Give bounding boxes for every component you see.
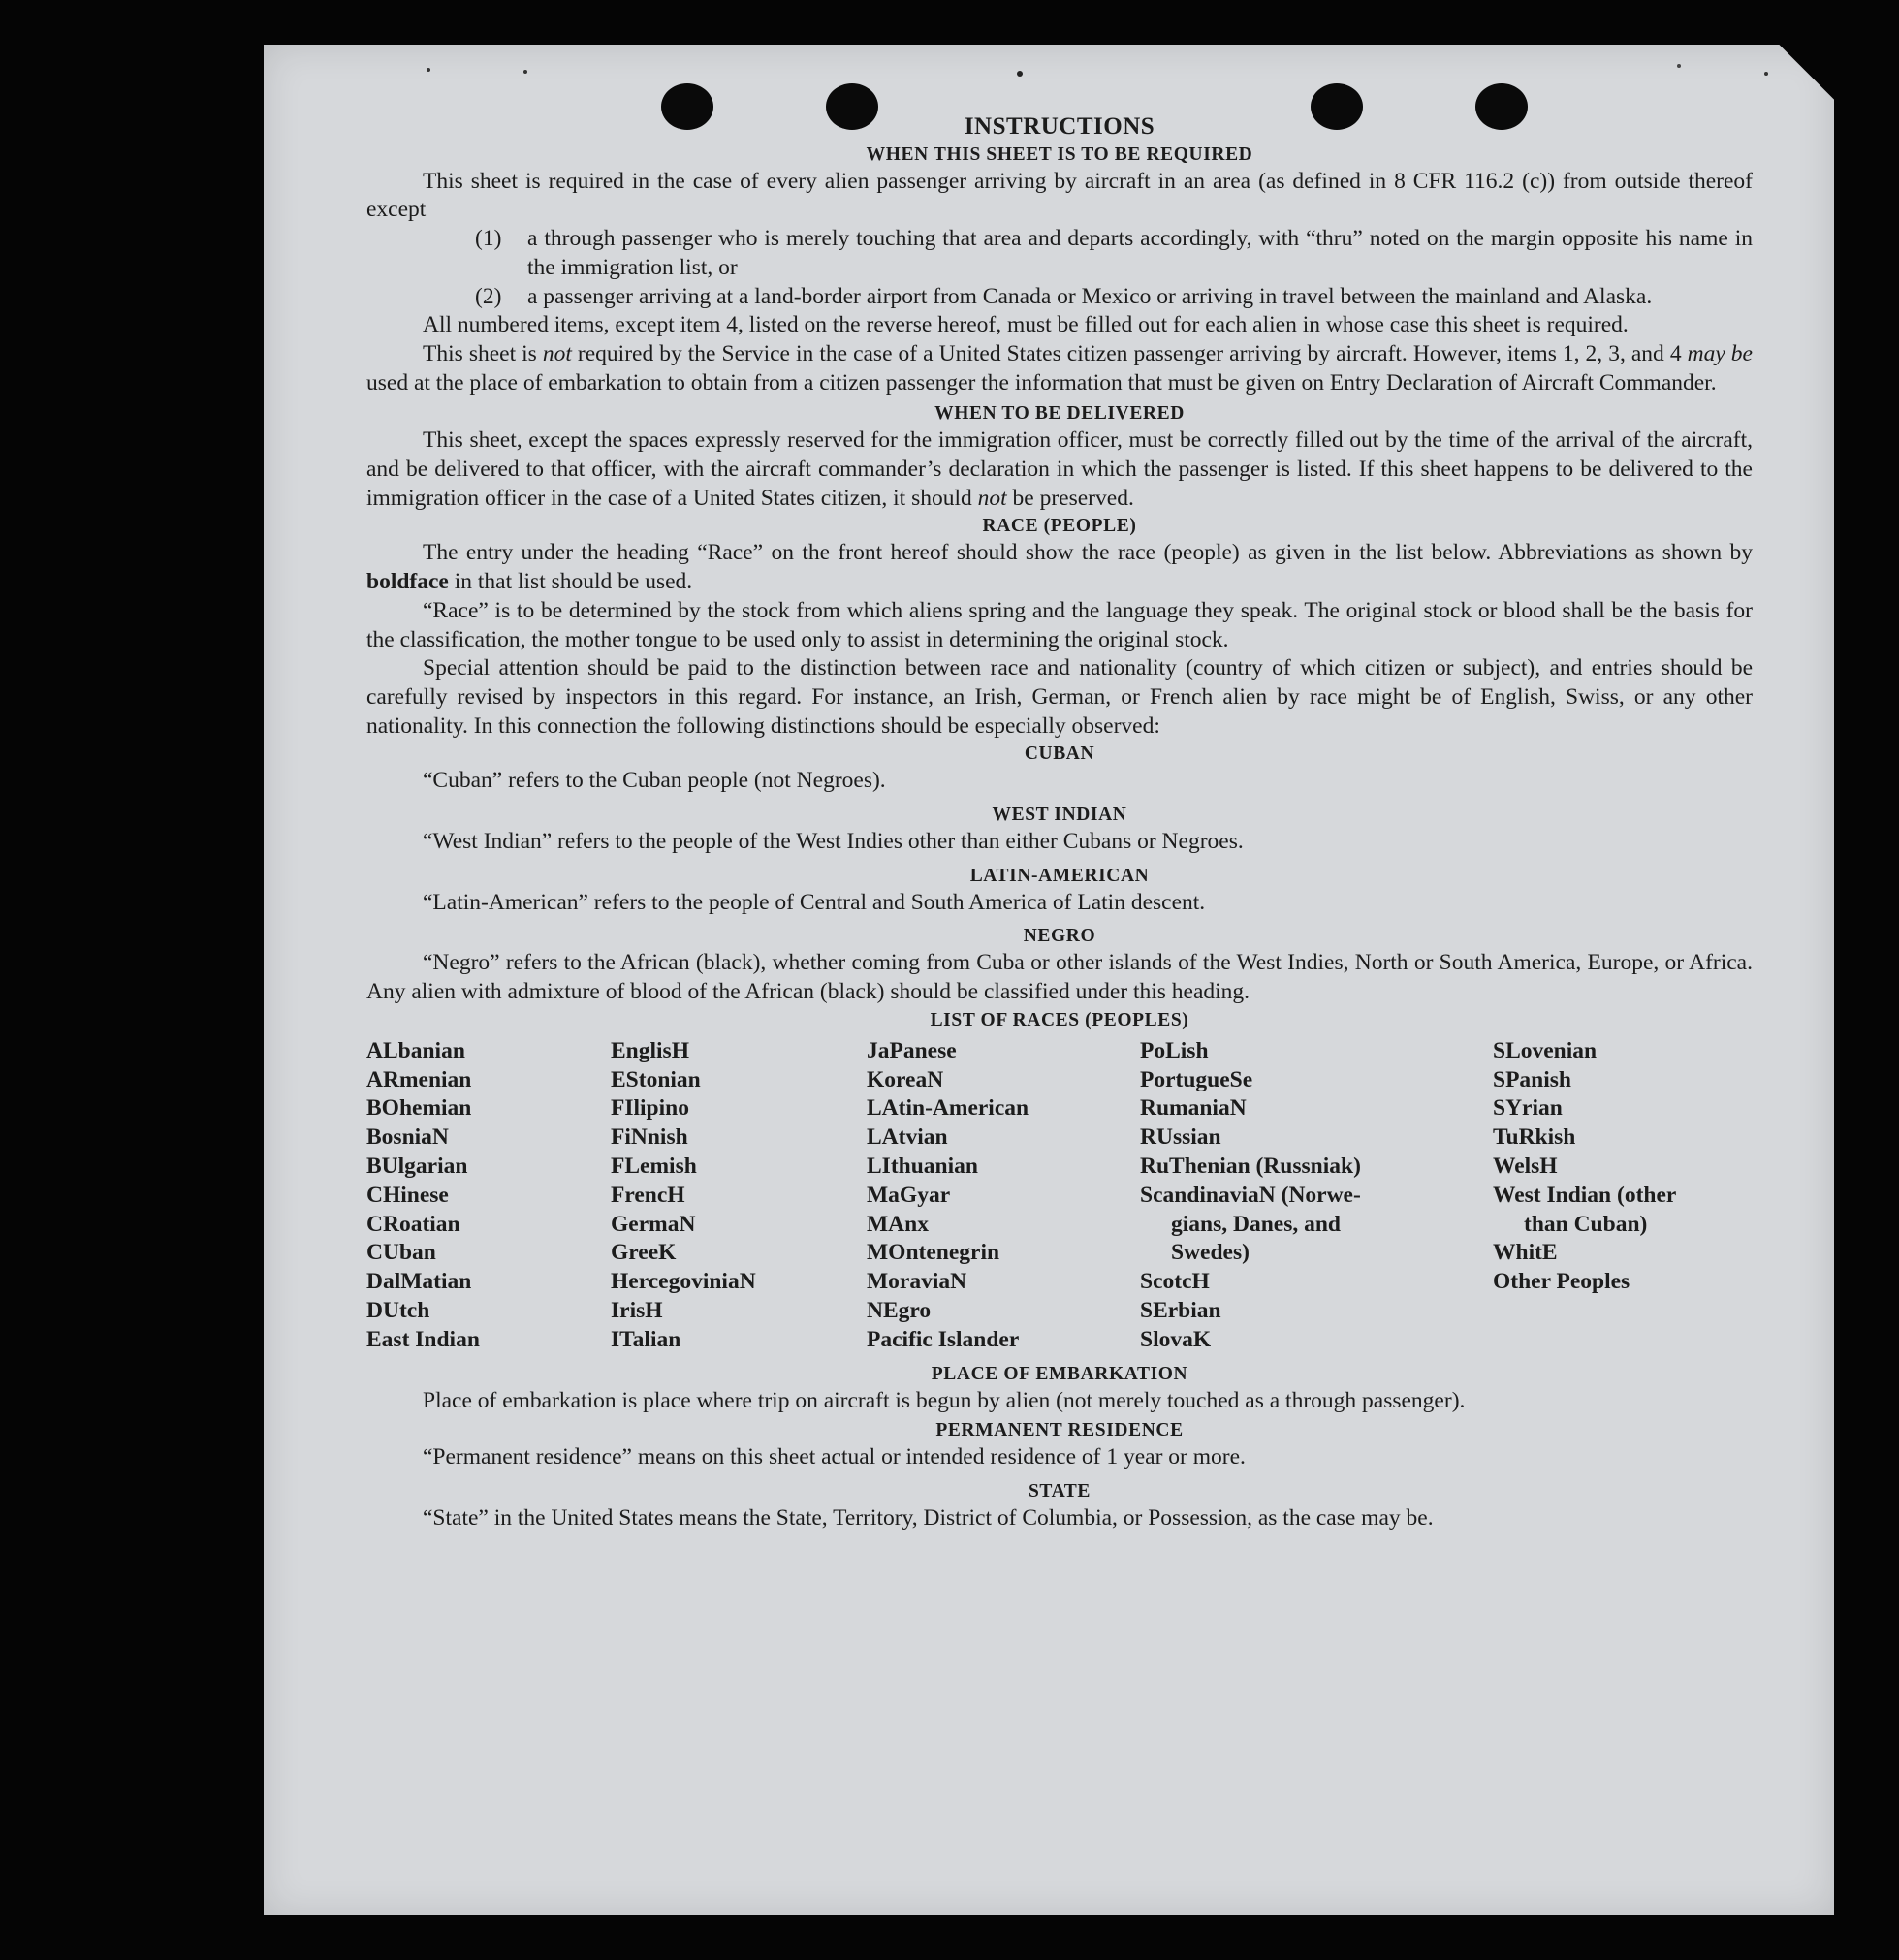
race-entry: DUtch xyxy=(366,1298,430,1324)
race-entry: BOhemian xyxy=(366,1095,472,1122)
citizen-paragraph xyxy=(366,340,1753,397)
heading-when-required: WHEN THIS SHEET IS TO BE REQUIRED xyxy=(866,143,1253,165)
race-entry: PoLish xyxy=(1140,1037,1209,1063)
race-entry: IrisH xyxy=(611,1298,663,1324)
heading-when-delivered: WHEN TO BE DELIVERED xyxy=(934,403,1185,425)
race-entry: SErbian xyxy=(1140,1298,1221,1324)
race-entry: BUlgarian xyxy=(366,1154,468,1180)
races-list xyxy=(366,1037,1753,1355)
exception-item-1 xyxy=(366,225,1753,282)
when-required-intro: This sheet is required in the case of every alien passenger arriving by aircraft in an area (as defined in 8 CFR 116.2 (c)) from outside thereof except xyxy=(366,168,1753,223)
race-entry: SLovenian xyxy=(1493,1037,1598,1063)
race-entry: SlovaK xyxy=(1140,1326,1212,1352)
race-entry: WelsH xyxy=(1493,1154,1558,1180)
race-entry: SPanish xyxy=(1493,1066,1571,1092)
race-entry: CHinese xyxy=(366,1182,449,1208)
race-entry: ScandinaviaN (Norwe- xyxy=(1140,1182,1361,1208)
race-entry: NEgro xyxy=(867,1298,932,1324)
numbered-items-paragraph: All numbered items, except item 4, listed on the reverse hereof, must be filled out for each alien in whose case this sheet is required. xyxy=(423,312,1629,338)
race-entry: DalMatian xyxy=(366,1269,472,1295)
race-entry: RumaniaN xyxy=(1140,1095,1247,1122)
delivered-text-not: not xyxy=(977,485,1007,511)
race-entry-continuation: than Cuban) xyxy=(1524,1211,1648,1237)
citizen-text-not: not xyxy=(542,340,572,366)
heading-west-indian: WEST INDIAN xyxy=(992,805,1127,826)
races-column-2 xyxy=(611,1037,867,1355)
exception-text: a through passenger who is merely touching that area and departs accordingly, with “thru” noted on the margin opposite his name in the immigration list, or xyxy=(527,226,1753,280)
race-entry: MoraviaN xyxy=(867,1269,967,1295)
races-column-3 xyxy=(867,1037,1140,1355)
race-entry: PortugueSe xyxy=(1140,1066,1253,1092)
exception-number: (2) xyxy=(475,283,502,309)
races-column-5 xyxy=(1493,1037,1753,1355)
race-entry: ITalian xyxy=(611,1326,681,1352)
race-entry: LAtin-American xyxy=(867,1095,1029,1122)
heading-negro: NEGRO xyxy=(1023,926,1096,947)
race-entry: ScotcH xyxy=(1140,1269,1210,1295)
race-entry: FIlipino xyxy=(611,1095,689,1122)
race-entry: West Indian (other xyxy=(1493,1182,1677,1208)
race-entry: EStonian xyxy=(611,1066,701,1092)
race-entry-continuation: Swedes) xyxy=(1171,1240,1250,1266)
page-title: INSTRUCTIONS xyxy=(964,113,1155,140)
negro-text: “Negro” refers to the African (black), whether coming from Cuba or other islands of the West Indies, North or South America, Europe, or Africa. Any alien with admixture of blood of the African (black) should be classified under this heading. xyxy=(366,950,1753,1005)
heading-list-of-races: LIST OF RACES (PEOPLES) xyxy=(930,1009,1189,1030)
exception-item-2 xyxy=(366,283,1753,312)
race-entry: JaPanese xyxy=(867,1037,957,1063)
race-entry: RUssian xyxy=(1140,1124,1221,1151)
heading-cuban: CUBAN xyxy=(1024,743,1095,765)
race-entry: SYrian xyxy=(1493,1095,1563,1122)
races-column-1 xyxy=(366,1037,611,1355)
race-entry: EnglisH xyxy=(611,1037,689,1063)
citizen-text-may-be: may be xyxy=(1687,340,1753,366)
race-entry: FLemish xyxy=(611,1154,697,1180)
race-paragraph-2: “Race” is to be determined by the stock from which aliens spring and the language they speak. The original stock or blood shall be the basis for the classification, the mother tongue to be used only to assist in determining the original stock. xyxy=(366,597,1753,652)
race-entry: LIthuanian xyxy=(867,1154,978,1180)
race-entry: CUban xyxy=(366,1240,436,1266)
race-text-boldface: boldface xyxy=(366,569,449,595)
race-entry: TuRkish xyxy=(1493,1124,1576,1151)
race-paragraph-1 xyxy=(366,539,1753,596)
cuban-text: “Cuban” refers to the Cuban people (not Negroes). xyxy=(423,768,886,794)
instructions-content xyxy=(366,112,1753,1533)
races-column-4 xyxy=(1140,1037,1493,1355)
citizen-text-2: required by the Service in the case of a United States citizen passenger arriving by aircraft. However, items 1, 2, 3, and 4 xyxy=(571,340,1688,366)
heading-state: STATE xyxy=(1028,1481,1092,1502)
sheet-corner-cut xyxy=(1779,45,1834,100)
race-text-1: The entry under the heading “Race” on the front hereof should show the race (people) as given in the list below. Abbreviations as shown by xyxy=(423,540,1753,566)
heading-permanent-residence: PERMANENT RESIDENCE xyxy=(935,1420,1184,1441)
race-entry: East Indian xyxy=(366,1326,480,1352)
race-entry: KoreaN xyxy=(867,1066,944,1092)
latin-american-text: “Latin-American” refers to the people of Central and South America of Latin descent. xyxy=(423,889,1206,915)
heading-place-of-embarkation: PLACE OF EMBARKATION xyxy=(931,1363,1188,1384)
race-entry: FiNnish xyxy=(611,1124,688,1151)
delivered-text-1: This sheet, except the spaces expressly reserved for the immigration officer, must be correctly filled out by the time of the arrival of the aircraft, and be delivered to that officer, with the aircraft commander’s declaration in which the passenger is listed. If this sheet happens to be delivered to the immigration officer in the case of a United States citizen, it should xyxy=(366,427,1753,511)
citizen-text-3: used at the place of embarkation to obtain from a citizen passenger the information that must be given on Entry Declaration of Aircraft Commander. xyxy=(366,369,1717,395)
exception-text: a passenger arriving at a land-border airport from Canada or Mexico or arriving in travel between the mainland and Alaska. xyxy=(527,283,1653,309)
race-entry: LAtvian xyxy=(867,1124,948,1151)
race-entry: ARmenian xyxy=(366,1066,472,1092)
race-entry: CRoatian xyxy=(366,1211,460,1237)
race-entry: RuThenian (Russniak) xyxy=(1140,1154,1361,1180)
race-entry: BosniaN xyxy=(366,1124,449,1151)
heading-latin-american: LATIN-AMERICAN xyxy=(969,865,1150,886)
race-entry: ALbanian xyxy=(366,1037,465,1063)
race-entry: MAnx xyxy=(867,1211,929,1237)
race-entry: GermaN xyxy=(611,1211,696,1237)
race-entry: Pacific Islander xyxy=(867,1326,1020,1352)
when-delivered-paragraph xyxy=(366,427,1753,513)
race-paragraph-3: Special attention should be paid to the distinction between race and nationality (country of which citizen or subject), and entries should be carefully revised by inspectors in this regard. For instance, an Irish, German, or French alien by race might be of English, Swiss, or any other nationality. In this connection the following distinctions should be especially observed: xyxy=(366,655,1753,739)
race-entry: GreeK xyxy=(611,1240,677,1266)
race-entry: Other Peoples xyxy=(1493,1269,1630,1295)
race-text-2: in that list should be used. xyxy=(448,569,693,595)
race-entry: MOntenegrin xyxy=(867,1240,1000,1266)
delivered-text-2: be preserved. xyxy=(1006,485,1134,511)
heading-race: RACE (PEOPLE) xyxy=(982,516,1137,537)
race-entry: MaGyar xyxy=(867,1182,951,1208)
race-entry: FrencH xyxy=(611,1182,685,1208)
west-indian-text: “West Indian” refers to the people of the West Indies other than either Cubans or Negroes. xyxy=(423,829,1244,855)
race-entry: HercegoviniaN xyxy=(611,1269,756,1295)
embarkation-text: Place of embarkation is place where trip on aircraft is begun by alien (not merely touched as a through passenger). xyxy=(423,1387,1466,1413)
citizen-text-1: This sheet is xyxy=(423,340,543,366)
exception-number: (1) xyxy=(475,226,502,252)
state-text: “State” in the United States means the State, Territory, District of Columbia, or Possession, as the case may be. xyxy=(423,1505,1434,1532)
document-sheet xyxy=(264,45,1834,1915)
race-entry-continuation: gians, Danes, and xyxy=(1171,1211,1341,1237)
race-entry: WhitE xyxy=(1493,1240,1558,1266)
residence-text: “Permanent residence” means on this sheet actual or intended residence of 1 year or more. xyxy=(423,1444,1246,1470)
